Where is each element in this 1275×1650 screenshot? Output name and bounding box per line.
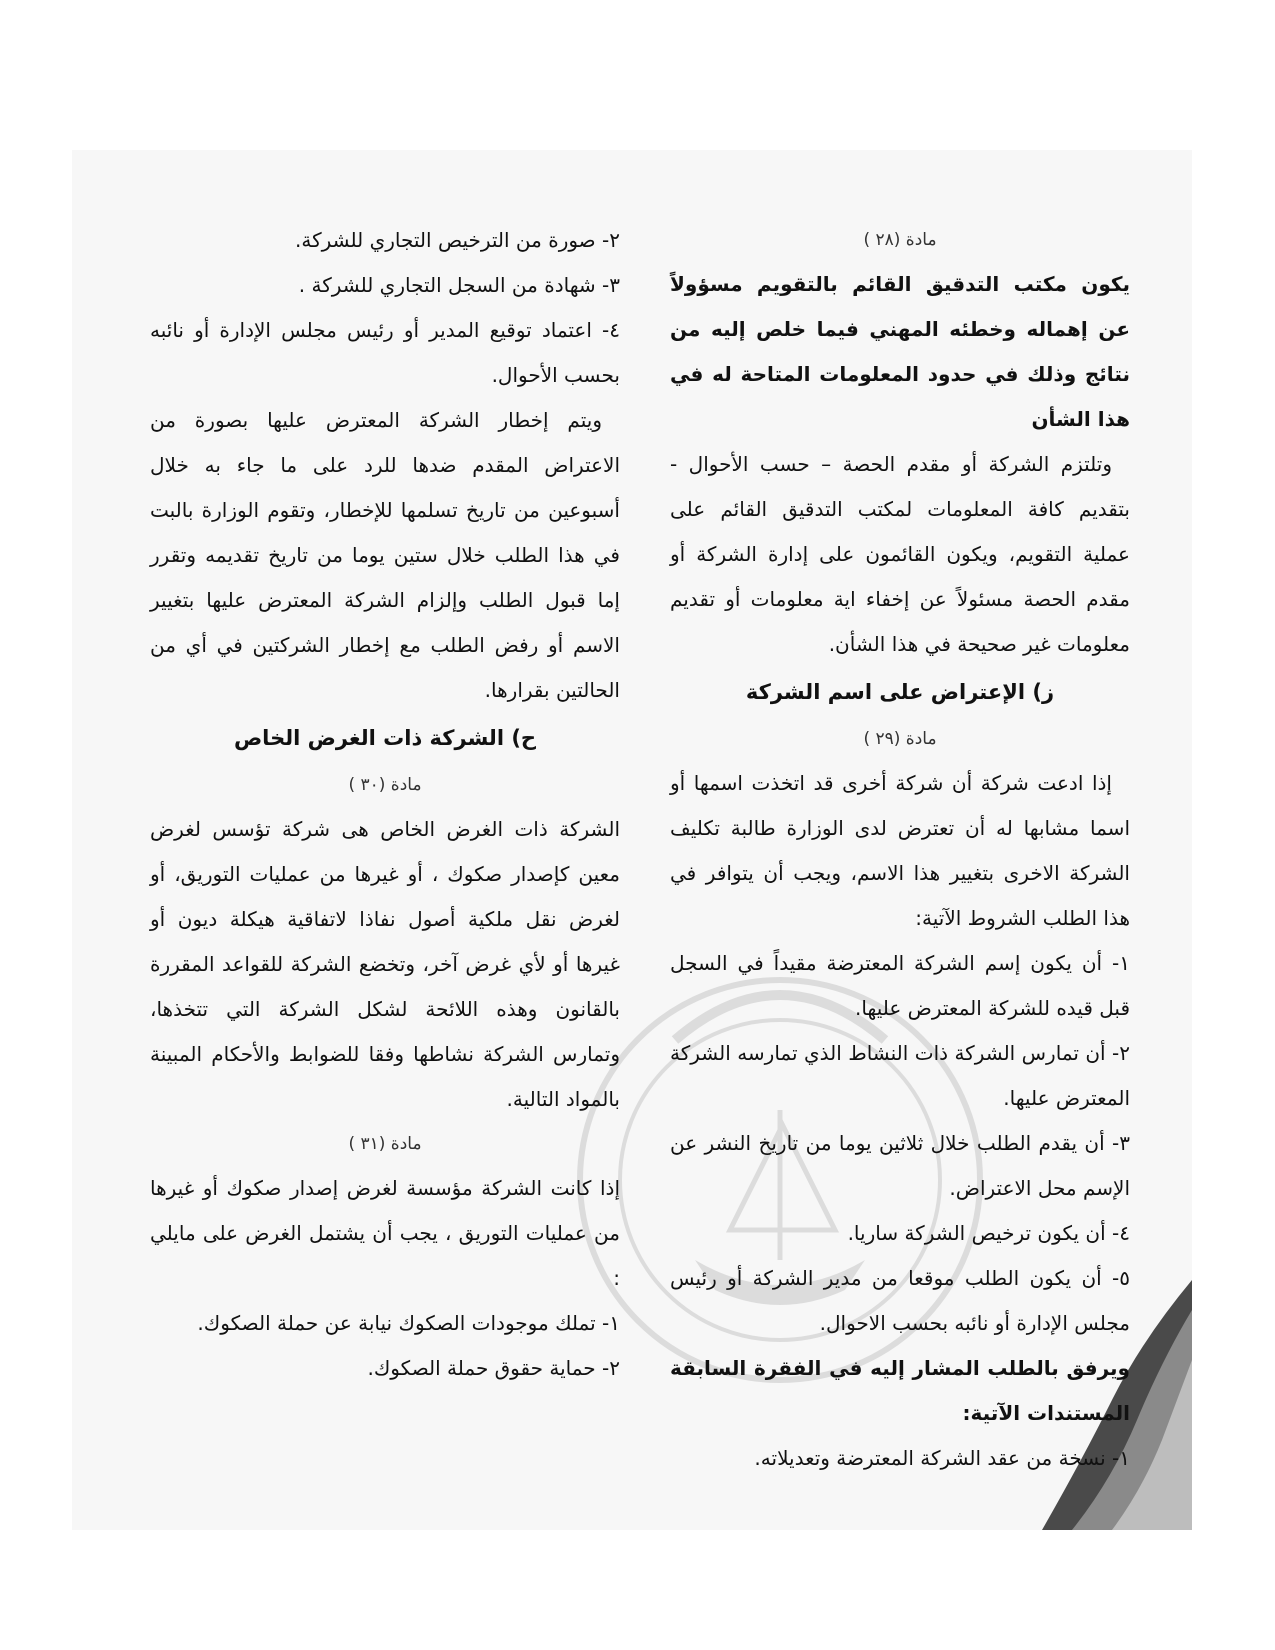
document-item: ٤- اعتماد توقيع المدير أو رئيس مجلس الإدارة أو نائبه بحسب الأحوال. [150,318,620,387]
document-item: ١- نسخة من عقد الشركة المعترضة وتعديلاته. [754,1446,1130,1470]
document-item: ٢- صورة من الترخيص التجاري للشركة. [295,228,620,252]
article-30-label: مادة (٣٠ ) [348,775,422,795]
condition-item: ١- أن يكون إسم الشركة المعترضة مقيداً في السجل قبل قيده للشركة المعترض عليها. [670,951,1130,1020]
condition-item: ٤- أن يكون ترخيص الشركة ساريا. [847,1221,1130,1245]
purpose-item: ٢- حماية حقوق حملة الصكوك. [367,1356,620,1380]
right-column [670,218,1130,1481]
article-28-text-continued: وتلتزم الشركة أو مقدم الحصة – حسب الأحوال - بتقديم كافة المعلومات لمكتب التدقيق القائم على عملية التقويم، ويكون القائمون على إدارة الشركة أو مقدم الحصة مسئولاً عن إخفاء اية معلومات أو تقديم معلومات غير صحيحة في هذا الشأن. [670,452,1130,656]
section-heading-z: ز) الإعتراض على اسم الشركة [745,680,1055,704]
document-item: ٣- شهادة من السجل التجاري للشركة . [298,273,620,297]
article-31-label: مادة (٣١ ) [348,1134,422,1154]
purpose-item: ١- تملك موجودات الصكوك نيابة عن حملة الصكوك. [197,1311,620,1335]
article-30-text: الشركة ذات الغرض الخاص هى شركة تؤسس لغرض معين كإصدار صكوك ، أو غيرها من عمليات التوريق، أو لغرض نقل ملكية أصول نفاذا لاتفاقية هيكلة ديون أو غيرها أو لأي غرض آخر، وتخضع الشركة للقواعد المقررة بالقانون وهذه اللائحة لشكل الشركة التي تتخذها، وتمارس الشركة نشاطها وفقا للضوابط والأحكام المبينة بالمواد التالية. [150,817,620,1111]
article-29-label: مادة (٢٩ ) [863,729,937,749]
article-28-label: مادة (٢٨ ) [863,230,937,250]
section-heading-h: ح) الشركة ذات الغرض الخاص [233,726,537,750]
left-column [150,218,620,1391]
article-28-text: يكون مكتب التدقيق القائم بالتقويم مسؤولاً عن إهماله وخطئه المهني فيما خلص إليه من نتائج وذلك في حدود المعلومات المتاحة له في هذا الشأن [670,272,1130,431]
notification-paragraph: ويتم إخطار الشركة المعترض عليها بصورة من الاعتراض المقدم ضدها للرد على ما جاء به خلال أسبوعين من تاريخ تسلمها للإخطار، وتقوم الوزارة بالبت في هذا الطلب خلال ستين يوما من تاريخ تقديمه وتقرر إما قبول الطلب وإلزام الشركة المعترض عليها بتغيير الاسم أو رفض الطلب مع إخطار الشركتين في أي من الحالتين بقرارها. [150,408,620,702]
condition-item: ٣- أن يقدم الطلب خلال ثلاثين يوما من تاريخ النشر عن الإسم محل الاعتراض. [670,1131,1130,1200]
article-31-text: إذا كانت الشركة مؤسسة لغرض إصدار صكوك أو غيرها من عمليات التوريق ، يجب أن يشتمل الغرض على مايلي : [150,1176,620,1290]
condition-item: ٥- أن يكون الطلب موقعا من مدير الشركة أو رئيس مجلس الإدارة أو نائبه بحسب الاحوال. [670,1266,1130,1335]
article-29-text: إذا ادعت شركة أن شركة أخرى قد اتخذت اسمها أو اسما مشابها له أن تعترض لدى الوزارة طالبة تكليف الشركة الاخرى بتغيير هذا الاسم، ويجب أن يتوافر في هذا الطلب الشروط الآتية: [670,771,1130,930]
condition-item: ٢- أن تمارس الشركة ذات النشاط الذي تمارسه الشركة المعترض عليها. [670,1041,1130,1110]
attachments-intro: ويرفق بالطلب المشار إليه في الفقرة السابقة المستندات الآتية: [670,1356,1130,1425]
